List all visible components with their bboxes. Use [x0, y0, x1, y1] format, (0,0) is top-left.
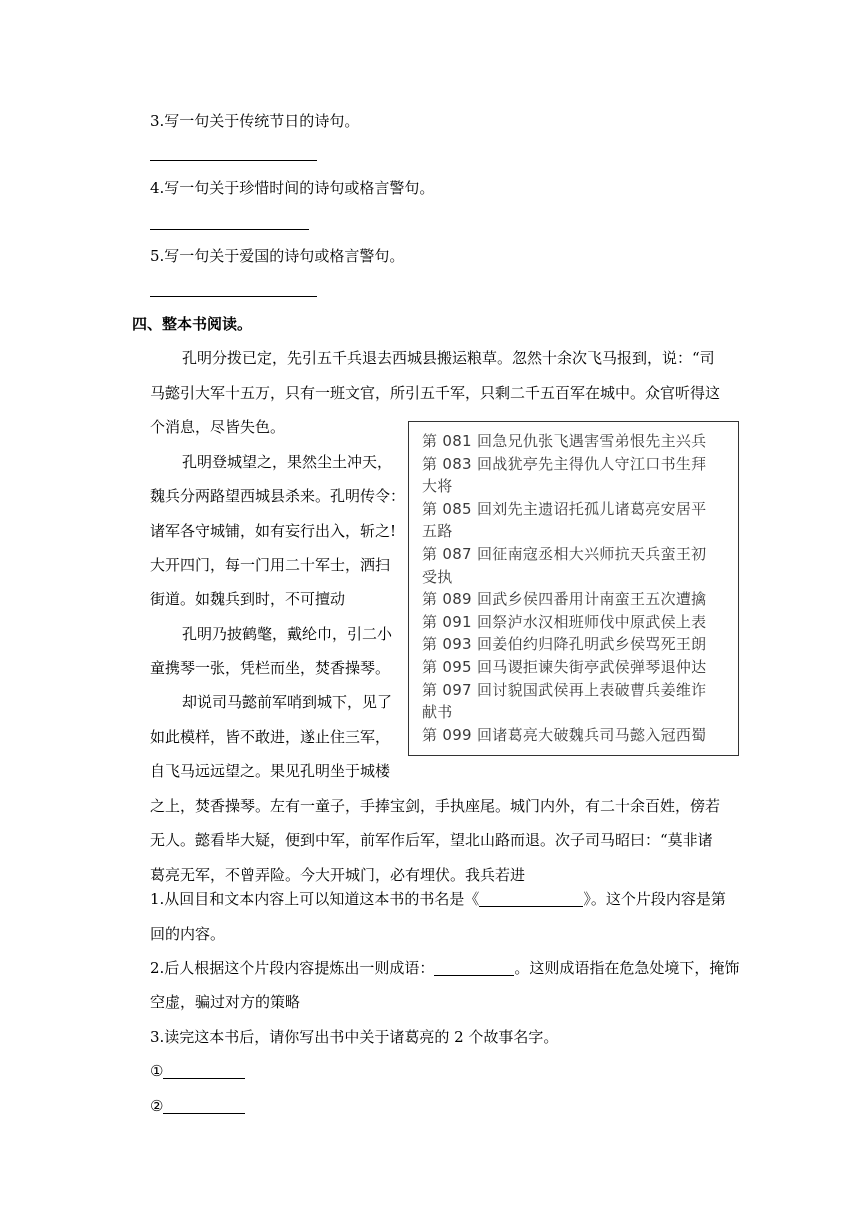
answer-line-4[interactable]: [150, 229, 309, 230]
answer-line-5[interactable]: [150, 296, 317, 297]
toc-line: 第 093 回姜伯约归降孔明武乡侯骂死王朗: [422, 635, 707, 654]
passage-line: 大开四门，每一门用二十军士，洒扫: [150, 556, 391, 574]
passage-line: 诸军各守城铺，如有妄行出入，斩之!: [150, 522, 397, 540]
chapter-table-of-contents: [408, 421, 739, 756]
passage-line: 孔明分拨已定，先引五千兵退去西城县搬运粮草。忽然十余次飞马报到，说：“司: [182, 349, 715, 367]
story-blank-1[interactable]: [163, 1062, 245, 1079]
story-answer-1: [150, 1061, 245, 1081]
passage-line: 无人。懿看毕大疑，便到中军，前军作后军，望北山路而退。次子司马昭曰：“莫非诸: [150, 831, 713, 849]
passage-line: 孔明登城望之，果然尘土冲天，: [182, 453, 393, 471]
circled-number-1: ①: [150, 1062, 164, 1080]
idiom-blank[interactable]: [434, 959, 514, 976]
passage-line: 自飞马远远望之。果见孔明坐于城楼: [150, 762, 391, 780]
question-1-book-title: 1.从回目和文本内容上可以知道这本书的书名是《 》。这个片段内容是第: [150, 890, 726, 908]
passage-line: 街道。如魏兵到时，不可擅动: [150, 590, 346, 608]
toc-line: 第 087 回征南寇丞相大兴师抗天兵蛮王初: [422, 544, 707, 563]
question-5-patriotism: 5.写一句关于爱国的诗句或格言警句。: [150, 247, 405, 265]
passage-line: 马懿引大军十五万，只有一班文官，所引五千军，只剩二千五百军在城中。众官听得这: [150, 384, 721, 402]
toc-line: 第 095 回马谡拒谏失街亭武侯弹琴退仲达: [422, 657, 707, 676]
toc-line: 第 085 回刘先主遗诏托孤儿诸葛亮安居平: [422, 499, 707, 518]
toc-line: 第 099 回诸葛亮大破魏兵司马懿入冠西蜀: [422, 725, 707, 744]
toc-line: 五路: [422, 522, 453, 541]
passage-line: 魏兵分两路望西城县杀来。孔明传令：: [150, 487, 406, 505]
book-title-blank[interactable]: [479, 890, 583, 907]
passage-line: 个消息，尽皆失色。: [150, 418, 286, 436]
question-2-line-2: 空虚，骗过对方的策略: [150, 993, 301, 1011]
question-2-idiom: 2.后人根据这个片段内容提炼出一则成语： 。这则成语指在危急处境下，掩饰: [150, 959, 740, 977]
question-3-traditional-festival: 3.写一句关于传统节日的诗句。: [150, 112, 360, 130]
question-3-stories: 3.读完这本书后，请你写出书中关于诸葛亮的 2 个故事名字。: [150, 1028, 559, 1046]
toc-line: 献书: [422, 703, 453, 722]
toc-line: 第 089 回武乡侯四番用计南蛮王五次遭擒: [422, 590, 707, 609]
circled-number-2: ②: [150, 1097, 164, 1115]
passage-line: 孔明乃披鹤氅，戴纶巾，引二小: [182, 625, 393, 643]
toc-line: 受执: [422, 567, 453, 586]
toc-line: 第 091 回祭泸水汉相班师伐中原武侯上表: [422, 612, 707, 631]
passage-line: 如此模样，皆不敢进，遂止住三军，: [150, 728, 391, 746]
passage-line: 却说司马懿前军哨到城下，见了: [182, 693, 393, 711]
toc-line: 大将: [422, 477, 453, 496]
toc-line: 第 081 回急兄仇张飞遇害雪弟恨先主兴兵: [422, 432, 707, 450]
passage-line: 童携琴一张，凭栏而坐，焚香操琴。: [150, 659, 391, 677]
story-blank-2[interactable]: [163, 1097, 245, 1114]
toc-line: 第 097 回讨貌国武侯再上表破曹兵姜维诈: [422, 680, 707, 699]
story-answer-2: [150, 1096, 245, 1116]
passage-line: 葛亮无军，不曾弄险。今大开城门，必有埋伏。我兵若进: [150, 866, 526, 884]
question-1-line-2: 回的内容。: [150, 925, 226, 943]
question-4-cherish-time: 4.写一句关于珍惜时间的诗句或格言警句。: [150, 179, 435, 197]
section-heading: 四、整本书阅读。: [132, 315, 253, 333]
answer-line-3[interactable]: [150, 160, 317, 161]
passage-line: 之上，焚香操琴。左有一童子，手捧宝剑，手执座尾。城门内外，有二十余百姓，傍若: [150, 797, 721, 815]
toc-line: 第 083 回战犹亭先主得仇人守江口书生拜: [422, 454, 707, 473]
